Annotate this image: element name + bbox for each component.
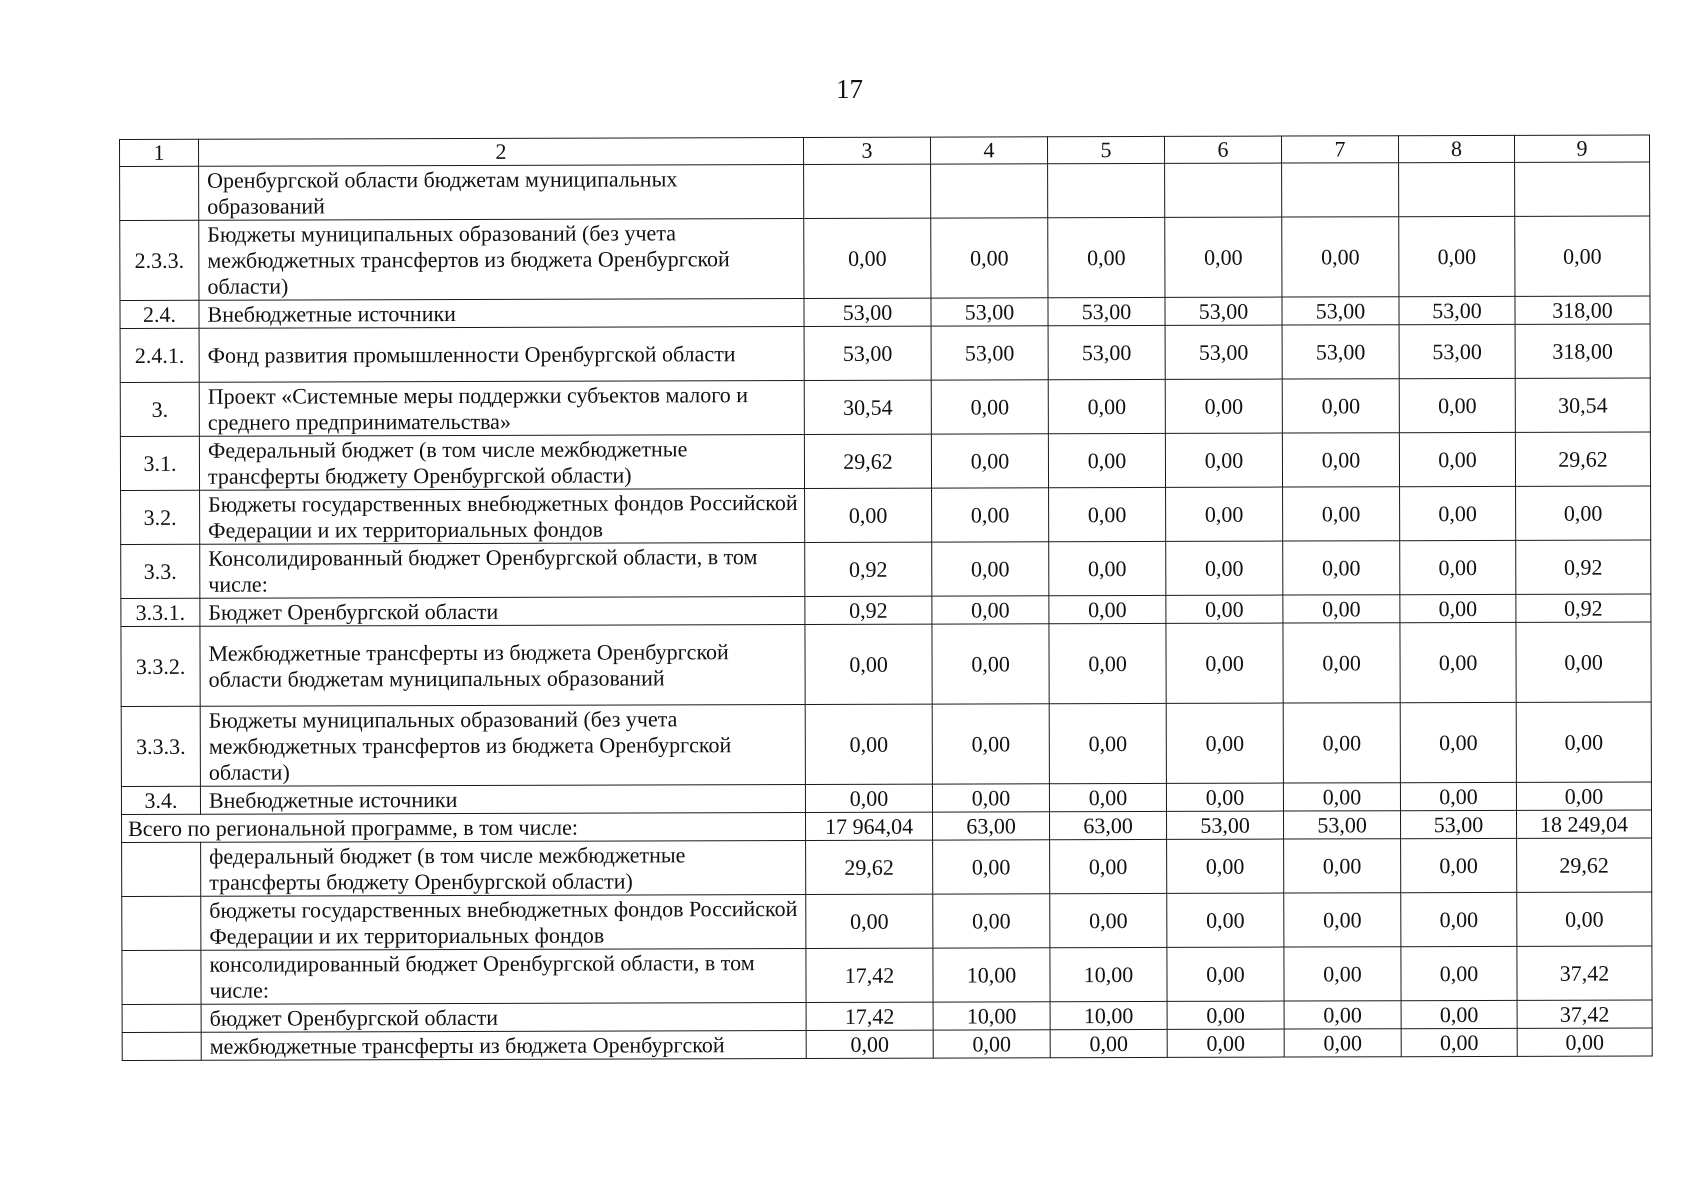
value-cell: 0,00 bbox=[1284, 1001, 1401, 1029]
row-number: 2.4. bbox=[120, 300, 199, 328]
value-cell: 0,00 bbox=[1515, 216, 1650, 296]
column-number-header: 6 bbox=[1164, 136, 1281, 163]
value-cell: 63,00 bbox=[933, 812, 1050, 840]
row-number: 3.2. bbox=[121, 490, 200, 544]
value-cell: 17,42 bbox=[806, 1002, 933, 1030]
value-cell: 0,00 bbox=[1049, 595, 1166, 623]
value-cell: 0,00 bbox=[932, 624, 1049, 704]
value-cell: 29,62 bbox=[804, 434, 931, 488]
column-number-header: 8 bbox=[1398, 135, 1514, 162]
value-cell: 10,00 bbox=[1050, 1001, 1167, 1029]
value-cell: 0,00 bbox=[1167, 839, 1284, 893]
value-cell: 0,00 bbox=[805, 784, 932, 812]
value-cell: 0,00 bbox=[1049, 623, 1166, 703]
value-cell: 0,00 bbox=[1049, 783, 1166, 811]
value-cell: 0,00 bbox=[1516, 702, 1651, 782]
value-cell: 0,00 bbox=[933, 894, 1050, 948]
value-cell: 0,00 bbox=[1282, 217, 1399, 297]
column-number-header: 2 bbox=[199, 137, 804, 166]
value-cell: 0,00 bbox=[933, 840, 1050, 894]
value-cell: 0,00 bbox=[1516, 622, 1651, 702]
value-cell: 29,62 bbox=[806, 840, 933, 894]
value-cell: 29,62 bbox=[1517, 838, 1652, 892]
value-cell: 0,00 bbox=[933, 1030, 1050, 1058]
value-cell: 63,00 bbox=[1050, 811, 1167, 839]
row-number: 2.3.3. bbox=[120, 220, 199, 300]
value-cell: 17,42 bbox=[806, 948, 933, 1002]
value-cell: 17 964,04 bbox=[806, 812, 933, 840]
value-cell: 53,00 bbox=[1282, 297, 1399, 325]
value-cell: 0,00 bbox=[1400, 540, 1516, 594]
value-cell: 0,00 bbox=[1284, 893, 1401, 947]
table-row bbox=[121, 540, 1651, 599]
value-cell: 0,92 bbox=[1516, 594, 1651, 622]
value-cell: 0,00 bbox=[1167, 1029, 1284, 1057]
value-cell: 53,00 bbox=[804, 326, 931, 380]
budget-table bbox=[119, 134, 1653, 1061]
table-row bbox=[120, 216, 1650, 301]
value-cell: 10,00 bbox=[933, 1002, 1050, 1030]
value-cell: 318,00 bbox=[1515, 296, 1650, 324]
value-cell: 0,00 bbox=[1401, 892, 1517, 946]
value-cell: 0,00 bbox=[932, 704, 1049, 784]
value-cell: 18 249,04 bbox=[1516, 810, 1651, 838]
value-cell: 0,00 bbox=[1165, 433, 1282, 487]
row-number: 3.1. bbox=[120, 436, 199, 490]
table-row bbox=[122, 838, 1652, 897]
value-cell: 53,00 bbox=[1165, 325, 1282, 379]
value-cell: 0,00 bbox=[1516, 782, 1651, 810]
table-row bbox=[120, 432, 1650, 491]
value-cell: 0,00 bbox=[1284, 1029, 1401, 1057]
value-cell: 0,00 bbox=[932, 596, 1049, 624]
value-cell: 53,00 bbox=[1399, 324, 1515, 378]
value-cell bbox=[804, 164, 931, 218]
value-cell: 53,00 bbox=[1048, 325, 1165, 379]
value-cell: 0,00 bbox=[805, 624, 932, 704]
value-cell: 0,00 bbox=[1282, 433, 1399, 487]
total-label: Всего по региональной программе, в том числе: bbox=[122, 812, 806, 842]
row-description: Бюджет Оренбургской области bbox=[200, 596, 805, 626]
table-row bbox=[122, 892, 1652, 951]
value-cell: 53,00 bbox=[1165, 297, 1282, 325]
value-cell: 0,00 bbox=[1401, 838, 1517, 892]
row-description: консолидированный бюджет Оренбургской области, в том числе: bbox=[201, 948, 806, 1004]
value-cell: 0,00 bbox=[806, 1030, 933, 1058]
table-row bbox=[122, 946, 1652, 1005]
value-cell: 0,00 bbox=[1283, 487, 1400, 541]
value-cell: 0,00 bbox=[1400, 622, 1516, 702]
column-number-header: 7 bbox=[1281, 136, 1398, 163]
value-cell: 53,00 bbox=[1048, 297, 1165, 325]
row-number bbox=[122, 1004, 201, 1032]
value-cell: 30,54 bbox=[804, 380, 931, 434]
value-cell: 0,00 bbox=[1400, 702, 1516, 782]
page-number: 17 bbox=[836, 74, 863, 104]
value-cell: 0,00 bbox=[1399, 216, 1515, 296]
value-cell: 0,00 bbox=[1401, 946, 1517, 1000]
table-row bbox=[121, 622, 1651, 707]
row-description: Бюджеты государственных внебюджетных фондов Российской Федерации и их территориальных фондов bbox=[200, 488, 805, 544]
value-cell: 0,00 bbox=[932, 542, 1049, 596]
column-number-header: 5 bbox=[1047, 136, 1164, 163]
value-cell: 0,00 bbox=[1166, 703, 1283, 783]
table-row bbox=[121, 486, 1651, 545]
row-description: Консолидированный бюджет Оренбургской области, в том числе: bbox=[200, 542, 805, 598]
value-cell: 0,00 bbox=[804, 218, 931, 298]
value-cell: 0,00 bbox=[1400, 486, 1516, 540]
row-description: Проект «Системные меры поддержки субъектов малого и среднего предпринимательства» bbox=[199, 380, 804, 436]
table-row bbox=[120, 324, 1650, 383]
row-description: Фонд развития промышленности Оренбургской области bbox=[199, 326, 804, 382]
value-cell: 0,00 bbox=[1049, 541, 1166, 595]
value-cell: 53,00 bbox=[1399, 296, 1515, 324]
row-description: Оренбургской области бюджетам муниципальных образований bbox=[199, 164, 804, 220]
value-cell: 30,54 bbox=[1515, 378, 1650, 432]
value-cell: 0,00 bbox=[1166, 487, 1283, 541]
value-cell: 37,42 bbox=[1517, 1000, 1652, 1028]
value-cell: 0,00 bbox=[1166, 783, 1283, 811]
value-cell: 10,00 bbox=[1050, 947, 1167, 1001]
table-row bbox=[120, 378, 1650, 437]
value-cell: 0,00 bbox=[1399, 432, 1515, 486]
value-cell: 0,00 bbox=[1517, 892, 1652, 946]
value-cell: 10,00 bbox=[933, 948, 1050, 1002]
value-cell: 0,00 bbox=[1283, 595, 1400, 623]
value-cell: 0,92 bbox=[805, 542, 932, 596]
row-description: бюджеты государственных внебюджетных фондов Российской Федерации и их территориальных фондов bbox=[201, 894, 806, 950]
row-number bbox=[122, 842, 201, 896]
column-number-header: 3 bbox=[803, 137, 930, 164]
value-cell: 0,00 bbox=[1166, 595, 1283, 623]
value-cell: 0,00 bbox=[1049, 487, 1166, 541]
value-cell: 0,00 bbox=[1283, 703, 1400, 783]
value-cell: 0,00 bbox=[1048, 379, 1165, 433]
row-description: Бюджеты муниципальных образований (без учета межбюджетных трансфертов из бюджета Оренбургской области) bbox=[200, 704, 805, 786]
value-cell: 0,00 bbox=[1049, 703, 1166, 783]
value-cell: 37,42 bbox=[1517, 946, 1652, 1000]
table-row bbox=[121, 594, 1651, 627]
value-cell: 0,00 bbox=[1167, 947, 1284, 1001]
value-cell: 29,62 bbox=[1515, 432, 1650, 486]
value-cell: 53,00 bbox=[931, 298, 1048, 326]
value-cell: 0,00 bbox=[931, 380, 1048, 434]
value-cell: 0,00 bbox=[1284, 947, 1401, 1001]
column-number-header: 9 bbox=[1514, 135, 1649, 162]
value-cell: 0,00 bbox=[1516, 486, 1651, 540]
budget-table-wrapper bbox=[119, 135, 1650, 1061]
value-cell: 0,00 bbox=[931, 434, 1048, 488]
value-cell: 0,92 bbox=[1516, 540, 1651, 594]
value-cell: 0,00 bbox=[1401, 1000, 1517, 1028]
value-cell: 0,00 bbox=[805, 488, 932, 542]
value-cell: 0,00 bbox=[1050, 1029, 1167, 1057]
value-cell bbox=[1048, 163, 1165, 217]
value-cell: 0,00 bbox=[1284, 839, 1401, 893]
row-number: 3.3.3. bbox=[121, 706, 200, 786]
column-number-header: 4 bbox=[930, 137, 1047, 164]
table-row bbox=[122, 1000, 1652, 1033]
row-number: 3. bbox=[120, 382, 199, 436]
value-cell bbox=[931, 164, 1048, 218]
value-cell: 53,00 bbox=[1166, 811, 1283, 839]
row-description: бюджет Оренбургской области bbox=[201, 1002, 806, 1032]
value-cell: 53,00 bbox=[931, 326, 1048, 380]
value-cell: 0,00 bbox=[1400, 782, 1516, 810]
value-cell: 0,00 bbox=[1283, 623, 1400, 703]
value-cell bbox=[1282, 163, 1399, 217]
value-cell: 0,00 bbox=[1166, 541, 1283, 595]
value-cell: 53,00 bbox=[1283, 811, 1400, 839]
row-description: Внебюджетные источники bbox=[200, 784, 805, 814]
value-cell: 0,00 bbox=[1283, 783, 1400, 811]
table-row bbox=[120, 162, 1650, 221]
total-row bbox=[122, 810, 1652, 843]
value-cell: 0,00 bbox=[1167, 1001, 1284, 1029]
value-cell: 0,00 bbox=[1401, 1028, 1517, 1056]
row-number: 3.4. bbox=[121, 786, 200, 814]
row-number bbox=[122, 950, 201, 1004]
row-number: 2.4.1. bbox=[120, 328, 199, 382]
value-cell: 0,00 bbox=[1165, 379, 1282, 433]
table-row bbox=[121, 702, 1651, 787]
value-cell: 0,00 bbox=[1165, 217, 1282, 297]
row-number bbox=[122, 896, 201, 950]
value-cell: 0,00 bbox=[1399, 378, 1515, 432]
value-cell: 0,00 bbox=[1282, 379, 1399, 433]
value-cell: 0,00 bbox=[1050, 893, 1167, 947]
table-body bbox=[120, 135, 1653, 1061]
value-cell: 0,00 bbox=[1050, 839, 1167, 893]
value-cell: 318,00 bbox=[1515, 324, 1650, 378]
row-description: Федеральный бюджет (в том числе межбюджетные трансферты бюджету Оренбургской области) bbox=[199, 434, 804, 490]
table-row bbox=[122, 1028, 1652, 1061]
row-description: Бюджеты муниципальных образований (без учета межбюджетных трансфертов из бюджета Оренбургской области) bbox=[199, 218, 804, 300]
value-cell: 0,00 bbox=[1166, 623, 1283, 703]
row-number bbox=[120, 166, 199, 220]
value-cell bbox=[1515, 162, 1650, 216]
value-cell: 0,92 bbox=[805, 596, 932, 624]
value-cell: 53,00 bbox=[1400, 810, 1516, 838]
value-cell: 0,00 bbox=[805, 704, 932, 784]
row-description: Межбюджетные трансферты из бюджета Оренбургской области бюджетам муниципальных образований bbox=[200, 624, 805, 706]
row-number bbox=[122, 1032, 201, 1060]
value-cell: 0,00 bbox=[1283, 541, 1400, 595]
column-number-header: 1 bbox=[120, 139, 199, 166]
row-description: федеральный бюджет (в том числе межбюджетные трансферты бюджету Оренбургской области) bbox=[201, 840, 806, 896]
value-cell: 0,00 bbox=[1517, 1028, 1652, 1056]
row-description: Внебюджетные источники bbox=[199, 298, 804, 328]
value-cell: 0,00 bbox=[1048, 433, 1165, 487]
value-cell: 53,00 bbox=[1282, 325, 1399, 379]
value-cell: 53,00 bbox=[804, 298, 931, 326]
row-number: 3.3.1. bbox=[121, 598, 200, 626]
table-row bbox=[121, 782, 1651, 815]
row-number: 3.3. bbox=[121, 544, 200, 598]
value-cell: 0,00 bbox=[1167, 893, 1284, 947]
table-row bbox=[120, 296, 1650, 329]
value-cell: 0,00 bbox=[1400, 594, 1516, 622]
value-cell: 0,00 bbox=[932, 488, 1049, 542]
row-description: межбюджетные трансферты из бюджета Оренбургской bbox=[201, 1030, 806, 1060]
value-cell: 0,00 bbox=[932, 784, 1049, 812]
value-cell bbox=[1165, 163, 1282, 217]
row-number: 3.3.2. bbox=[121, 626, 200, 706]
value-cell bbox=[1399, 162, 1515, 216]
value-cell: 0,00 bbox=[1048, 217, 1165, 297]
value-cell: 0,00 bbox=[806, 894, 933, 948]
value-cell: 0,00 bbox=[931, 218, 1048, 298]
